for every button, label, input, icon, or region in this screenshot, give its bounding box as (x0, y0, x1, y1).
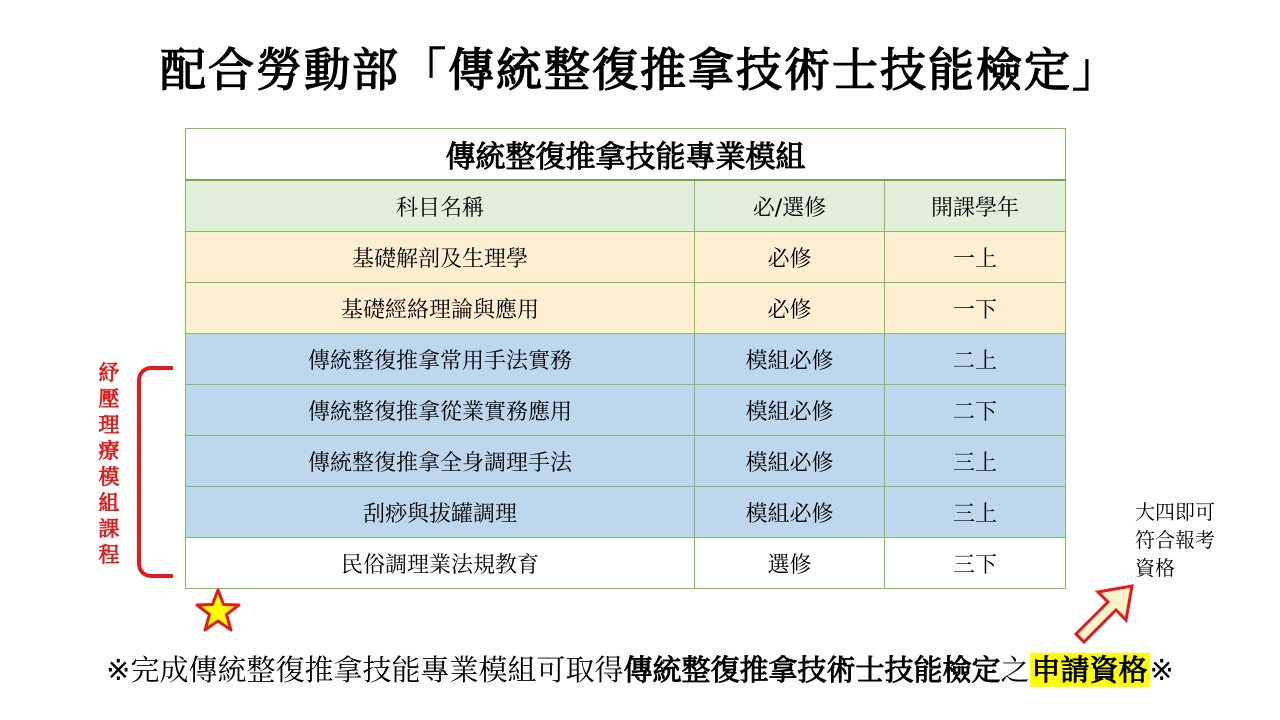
side-label-char: 模 (98, 465, 120, 489)
subject-cell: 民俗調理業法規教育 (186, 538, 695, 589)
note-line: 大四即可 (1135, 500, 1215, 524)
up-right-arrow-icon (1068, 580, 1140, 652)
header-year: 開課學年 (885, 180, 1066, 232)
type-cell: 必修 (695, 283, 885, 334)
table-row (186, 232, 1066, 283)
header-type: 必/選修 (695, 180, 885, 232)
year-cell: 三下 (885, 538, 1066, 589)
type-cell: 模組必修 (695, 334, 885, 385)
subject-cell: 刮痧與拔罐調理 (186, 487, 695, 538)
subject-cell: 基礎解剖及生理學 (186, 232, 695, 283)
footer-suffix: ※ (1149, 653, 1174, 687)
year-cell: 三上 (885, 436, 1066, 487)
table-row (186, 283, 1066, 334)
footer-highlight: 申請資格 (1031, 653, 1148, 687)
module-bracket (137, 366, 173, 578)
footer-exam-name: 傳統整復推拿技術士技能檢定 (623, 653, 1001, 687)
table-row (186, 538, 1066, 589)
year-cell: 三上 (885, 487, 1066, 538)
side-label-char: 理 (98, 413, 120, 437)
note-line: 資格 (1135, 556, 1175, 580)
table-row (186, 385, 1066, 436)
star-icon (195, 588, 241, 632)
footer-prefix: ※完成傳統整復推拿技能專業模組可取得 (106, 653, 624, 687)
year-cell: 二下 (885, 385, 1066, 436)
page-title: 配合勞動部「傳統整復推拿技術士技能檢定」 (160, 43, 1120, 97)
module-side-label (96, 360, 122, 568)
year-cell: 一下 (885, 283, 1066, 334)
type-cell: 模組必修 (695, 487, 885, 538)
note-line: 符合報考 (1135, 528, 1215, 552)
course-table (185, 128, 1066, 589)
side-label-char: 療 (98, 439, 120, 463)
year-cell: 一上 (885, 232, 1066, 283)
header-subject: 科目名稱 (186, 180, 695, 232)
table-row (186, 334, 1066, 385)
footer-mid: 之 (1000, 653, 1030, 687)
type-cell: 模組必修 (695, 385, 885, 436)
table-row (186, 487, 1066, 538)
table-header-row (186, 180, 1066, 232)
subject-cell: 傳統整復推拿全身調理手法 (186, 436, 695, 487)
subject-cell: 傳統整復推拿從業實務應用 (186, 385, 695, 436)
exam-eligibility-note (1135, 498, 1245, 582)
footer-note (0, 648, 1280, 692)
side-label-char: 壓 (98, 387, 120, 411)
subject-cell: 基礎經絡理論與應用 (186, 283, 695, 334)
subject-cell: 傳統整復推拿常用手法實務 (186, 334, 695, 385)
side-label-char: 紓 (98, 361, 120, 385)
side-label-char: 程 (98, 543, 120, 567)
type-cell: 模組必修 (695, 436, 885, 487)
table-row (186, 436, 1066, 487)
side-label-char: 課 (98, 517, 120, 541)
type-cell: 必修 (695, 232, 885, 283)
type-cell: 選修 (695, 538, 885, 589)
table-caption: 傳統整復推拿技能專業模組 (186, 129, 1066, 181)
side-label-char: 組 (98, 491, 120, 515)
year-cell: 二上 (885, 334, 1066, 385)
